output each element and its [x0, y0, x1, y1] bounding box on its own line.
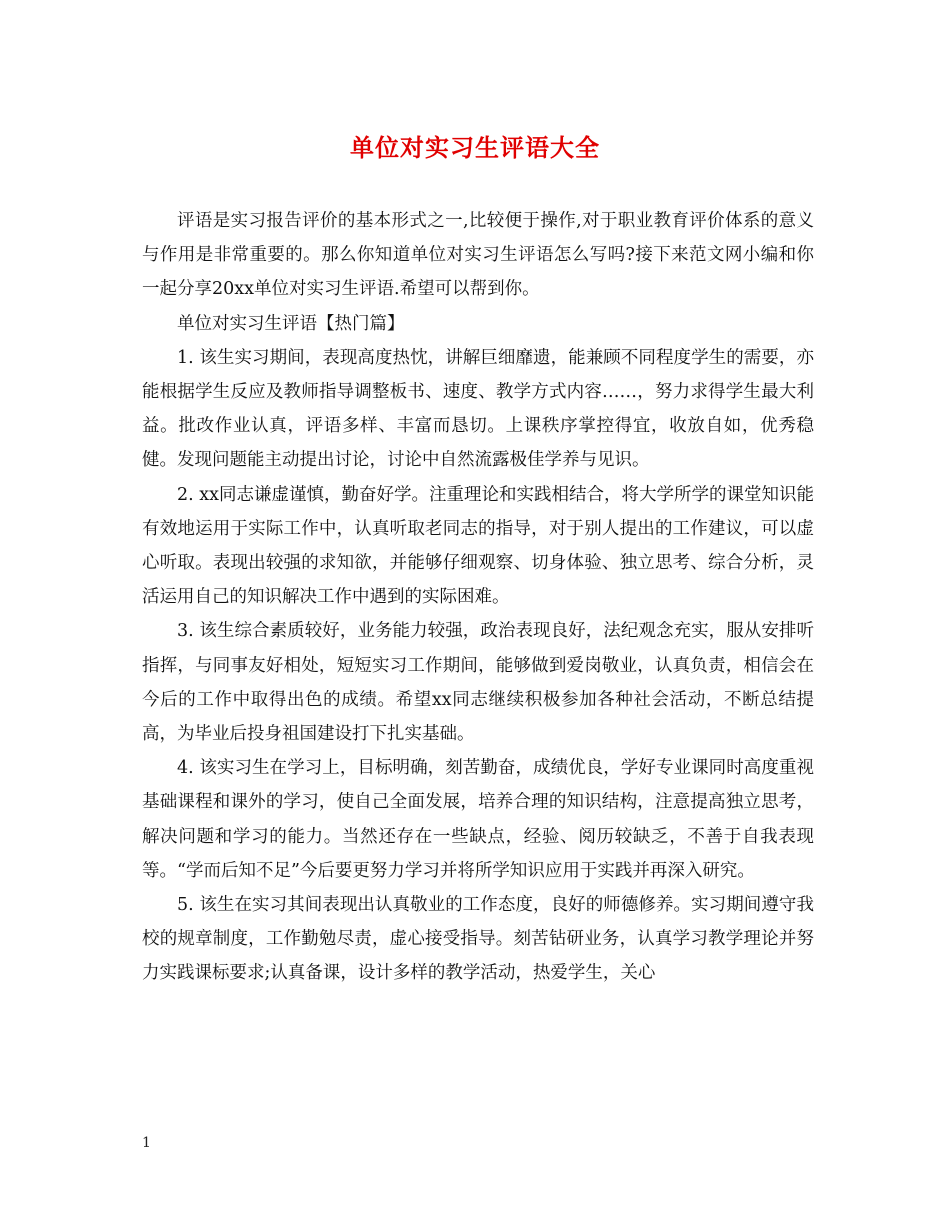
section-heading: 单位对实习生评语【热门篇】 — [177, 313, 405, 334]
comment-paragraph-2: 2. xx同志谦虚谨慎，勤奋好学。注重理论和实践相结合，将大学所学的课堂知识能有效地运用于实际工作中，认真听取老同志的指导，对于别人提出的工作建议，可以虚心听取。表现出较强的求知欲，并能够仔细观察、切身体验、独立思考、综合分析，灵活运用自己的知识解决工作中遇到的实际困难。 — [142, 484, 814, 608]
comment-paragraph-1: 1. 该生实习期间，表现高度热忱，讲解巨细靡遗，能兼顾不同程度学生的需要，亦能根据学生反应及教师指导调整板书、速度、教学方式内容……，努力求得学生最大利益。批改作业认真，评语多样、丰富而恳切。上课秩序掌控得宜，收放自如，优秀稳健。发现问题能主动提出讨论，讨论中自然流露极佳学养与见识。 — [142, 347, 814, 471]
document-title: 单位对实习生评语大全 — [350, 133, 600, 162]
comment-paragraph-5: 5. 该生在实习其间表现出认真敬业的工作态度，良好的师德修养。实习期间遵守我校的规章制度，工作勤勉尽责，虚心接受指导。刻苦钻研业务，认真学习教学理论并努力实践课标要求;认真备课，设计多样的教学活动，热爱学生，关心 — [142, 895, 814, 984]
intro-paragraph: 评语是实习报告评价的基本形式之一,比较便于操作,对于职业教育评价体系的意义与作用是非常重要的。那么你知道单位对实习生评语怎么写吗?接下来范文网小编和你一起分享20xx单位对实习生评语.希望可以帮到你。 — [142, 211, 814, 300]
document-body — [142, 204, 814, 991]
page-number: 1 — [142, 1135, 151, 1151]
comment-paragraph-3: 3. 该生综合素质较好，业务能力较强，政治表现良好，法纪观念充实，服从安排听指挥，与同事友好相处，短短实习工作期间，能够做到爱岗敬业，认真负责，相信会在今后的工作中取得出色的成绩。希望xx同志继续积极参加各种社会活动，不断总结提高，为毕业后投身祖国建设打下扎实基础。 — [142, 621, 814, 745]
comment-paragraph-4: 4. 该实习生在学习上，目标明确，刻苦勤奋，成绩优良，学好专业课同时高度重视基础课程和课外的学习，使自己全面发展，培养合理的知识结构，注意提高独立思考，解决问题和学习的能力。当然还存在一些缺点，经验、阅历较缺乏，不善于自我表现等。“学而后知不足”今后要更努力学习并将所学知识应用于实践并再深入研究。 — [142, 758, 814, 881]
